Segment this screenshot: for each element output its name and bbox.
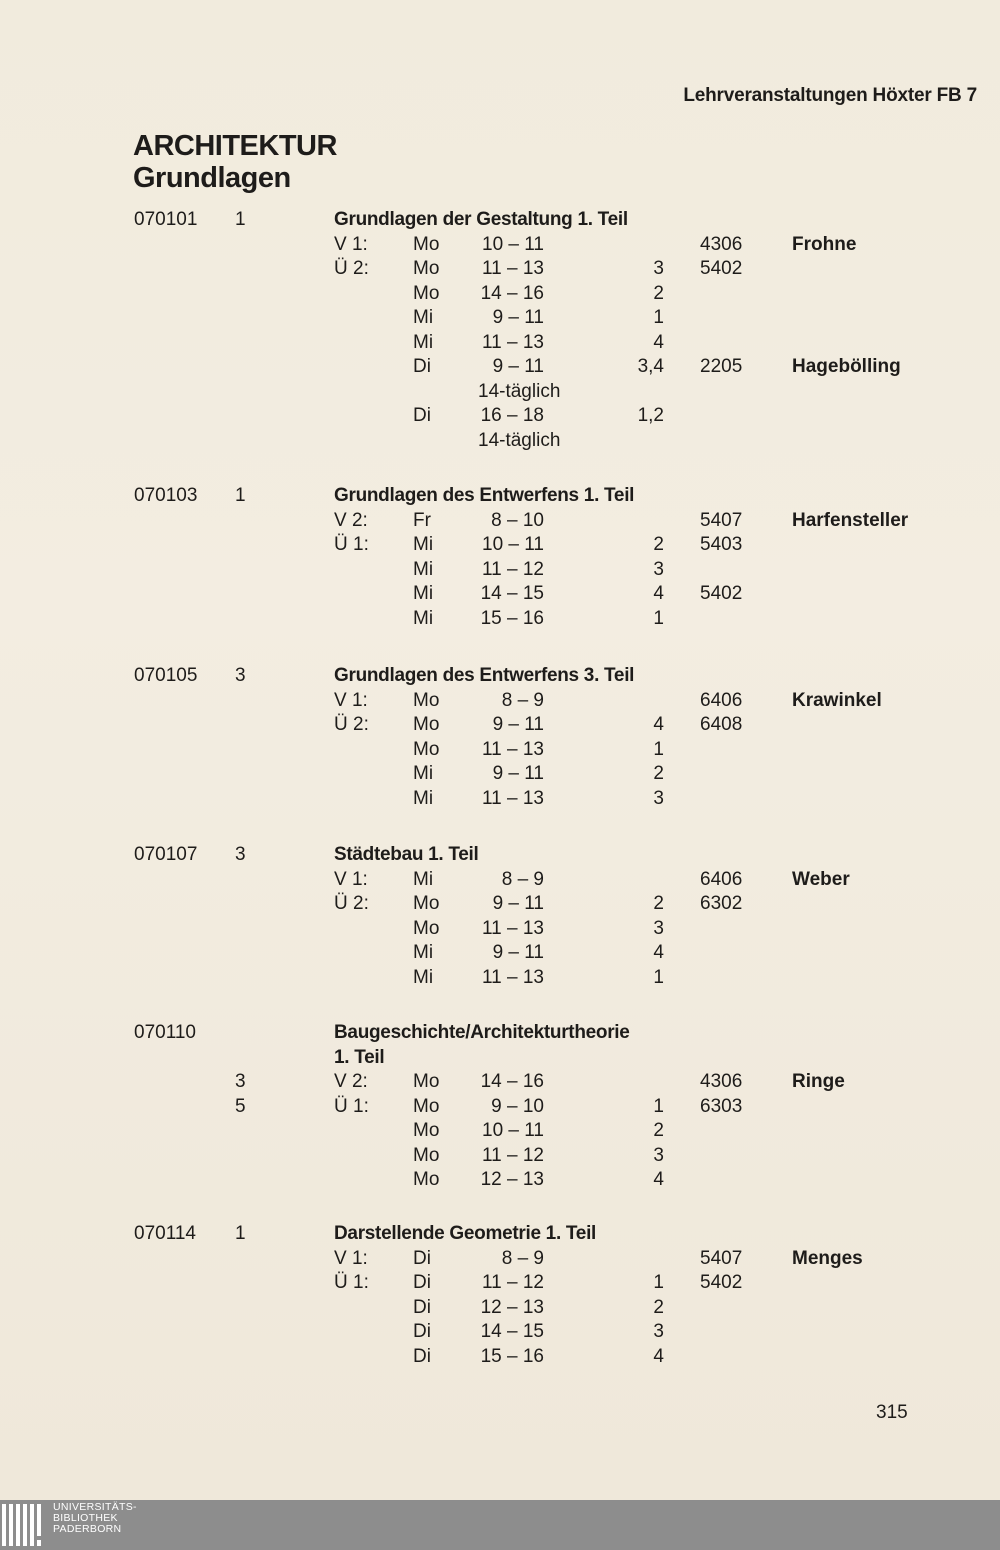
room-number: 6303 — [700, 1095, 743, 1117]
weekday: Mo — [413, 1144, 440, 1166]
weekday: Mi — [413, 331, 434, 353]
library-footer — [0, 1500, 1000, 1550]
time-range: 9 – 11 — [492, 356, 544, 377]
course-number: 070114 — [134, 1223, 196, 1244]
room-number: 4306 — [700, 233, 743, 255]
weekday: Mo — [413, 1169, 440, 1190]
course-semester: 1 — [235, 1223, 246, 1244]
weekday: Mo — [413, 1095, 440, 1117]
weekday: Mo — [413, 1071, 440, 1092]
time-range: 12 – 13 — [480, 1296, 544, 1318]
lecturer-name: Harfensteller — [792, 509, 909, 531]
weekday: Di — [413, 1272, 431, 1293]
group-number: 4 — [653, 1169, 664, 1190]
room-number: 2205 — [700, 356, 743, 377]
frequency-note: 14-täglich — [478, 429, 561, 451]
group-number: 1 — [653, 607, 664, 629]
time-range: 8 – 9 — [501, 868, 544, 890]
lecturer-name: Hagebölling — [792, 356, 901, 377]
time-range: 14 – 16 — [480, 1071, 544, 1092]
time-range: 15 – 16 — [480, 607, 544, 629]
group-number: 2 — [653, 534, 664, 555]
weekday: Di — [413, 1345, 431, 1367]
group-number: 3 — [653, 1321, 664, 1342]
title-line-1: ARCHITEKTUR — [133, 130, 337, 162]
group-number: 1 — [653, 966, 664, 988]
course-semester: 1 — [235, 485, 246, 506]
running-header: Lehrveranstaltungen Höxter FB 7 — [683, 85, 977, 106]
group-number: 3 — [653, 258, 664, 279]
group-number: 2 — [653, 282, 664, 304]
weekday: Di — [413, 1247, 431, 1269]
lecturer-name: Ringe — [792, 1071, 845, 1092]
group-number: 1 — [653, 307, 664, 328]
time-range: 11 – 13 — [482, 966, 544, 988]
session-type: V 1: — [334, 689, 368, 711]
room-number: 5402 — [700, 583, 743, 604]
time-range: 15 – 16 — [480, 1345, 544, 1367]
weekday: Mi — [413, 607, 434, 629]
room-number: 5402 — [700, 258, 743, 279]
page-title — [133, 130, 337, 194]
time-range: 8 – 10 — [491, 509, 544, 531]
weekday: Di — [413, 405, 431, 426]
course-semester: 3 — [235, 665, 246, 686]
room-number: 5402 — [700, 1272, 743, 1293]
time-range: 11 – 13 — [482, 917, 544, 939]
lecturer-name: Menges — [792, 1247, 863, 1269]
room-number: 5407 — [700, 509, 743, 531]
time-range: 14 – 15 — [480, 1321, 544, 1342]
group-number: 2 — [653, 1120, 664, 1141]
group-number: 1 — [653, 738, 664, 760]
time-range: 10 – 11 — [482, 534, 544, 555]
group-number: 1,2 — [637, 405, 664, 426]
group-number: 3 — [653, 558, 664, 580]
time-range: 11 – 13 — [482, 258, 544, 279]
weekday: Fr — [413, 509, 431, 531]
time-range: 16 – 18 — [480, 405, 544, 426]
group-number: 2 — [653, 1296, 664, 1318]
weekday: Mi — [413, 558, 434, 580]
session-type: V 1: — [334, 1247, 368, 1269]
time-range: 11 – 13 — [482, 738, 544, 760]
weekday: Mi — [413, 307, 434, 328]
library-line-2: BIBLIOTHEK — [53, 1512, 118, 1524]
group-number: 3 — [653, 1144, 664, 1166]
session-type: Ü 2: — [334, 258, 369, 279]
group-number: 1 — [653, 1095, 664, 1117]
library-line-1: UNIVERSITÄTS- — [53, 1501, 137, 1513]
library-line-3: PADERBORN — [53, 1523, 122, 1535]
frequency-note: 14-täglich — [478, 380, 561, 402]
time-range: 14 – 15 — [480, 583, 544, 604]
weekday: Mo — [413, 282, 440, 304]
time-range: 9 – 11 — [492, 942, 544, 963]
weekday: Mi — [413, 787, 434, 809]
session-type: V 1: — [334, 233, 368, 255]
row-semester: 3 — [235, 1071, 246, 1092]
time-range: 14 – 16 — [480, 282, 544, 304]
lecturer-name: Krawinkel — [792, 689, 882, 711]
room-number: 6406 — [700, 868, 743, 890]
group-number: 4 — [653, 942, 664, 963]
session-type: Ü 1: — [334, 1095, 369, 1117]
course-number: 070101 — [134, 209, 198, 230]
room-number: 5407 — [700, 1247, 743, 1269]
group-number: 4 — [653, 1345, 664, 1367]
weekday: Mi — [413, 942, 434, 963]
weekday: Mo — [413, 917, 440, 939]
library-name — [53, 1502, 137, 1535]
weekday: Di — [413, 1321, 431, 1342]
weekday: Mo — [413, 258, 440, 279]
course-semester: 3 — [235, 844, 246, 865]
weekday: Mo — [413, 233, 440, 255]
weekday: Mo — [413, 714, 440, 735]
weekday: Mi — [413, 763, 434, 784]
time-range: 9 – 11 — [492, 893, 544, 914]
weekday: Mo — [413, 893, 440, 914]
time-range: 11 – 12 — [482, 558, 544, 580]
time-range: 10 – 11 — [482, 1120, 544, 1141]
session-type: Ü 1: — [334, 1272, 369, 1293]
group-number: 4 — [653, 583, 664, 604]
room-number: 6408 — [700, 714, 743, 735]
weekday: Mi — [413, 534, 434, 555]
course-title: Darstellende Geometrie 1. Teil — [334, 1223, 597, 1244]
weekday: Mi — [413, 966, 434, 988]
group-number: 2 — [653, 763, 664, 784]
group-number: 4 — [653, 331, 664, 353]
room-number: 5403 — [700, 534, 743, 555]
time-range: 11 – 12 — [482, 1144, 544, 1166]
weekday: Di — [413, 1296, 431, 1318]
course-number: 070103 — [134, 485, 198, 506]
page-number: 315 — [876, 1402, 908, 1423]
time-range: 11 – 13 — [482, 787, 544, 809]
time-range: 11 – 13 — [482, 331, 544, 353]
time-range: 11 – 12 — [482, 1272, 544, 1293]
row-semester: 5 — [235, 1095, 246, 1117]
lecturer-name: Frohne — [792, 233, 857, 255]
time-range: 9 – 10 — [491, 1095, 544, 1117]
weekday: Mi — [413, 583, 434, 604]
group-number: 4 — [653, 714, 664, 735]
weekday: Mo — [413, 689, 440, 711]
title-line-2: Grundlagen — [133, 162, 291, 194]
weekday: Di — [413, 356, 431, 377]
time-range: 8 – 9 — [501, 689, 544, 711]
course-title: Grundlagen des Entwerfens 3. Teil — [334, 665, 635, 686]
session-type: Ü 2: — [334, 893, 369, 914]
room-number: 4306 — [700, 1071, 743, 1092]
room-number: 6302 — [700, 893, 743, 914]
group-number: 2 — [653, 893, 664, 914]
course-title: Grundlagen des Entwerfens 1. Teil — [334, 485, 635, 506]
group-number: 3 — [653, 787, 664, 809]
time-range: 9 – 11 — [492, 714, 544, 735]
group-number: 3 — [653, 917, 664, 939]
time-range: 9 – 11 — [492, 307, 544, 328]
session-type: V 2: — [334, 1071, 368, 1092]
time-range: 8 – 9 — [501, 1247, 544, 1269]
course-title: Grundlagen der Gestaltung 1. Teil — [334, 209, 628, 230]
course-number: 070110 — [134, 1022, 196, 1043]
time-range: 9 – 11 — [492, 763, 544, 784]
session-type: V 2: — [334, 509, 368, 531]
lecturer-name: Weber — [792, 868, 850, 890]
time-range: 10 – 11 — [482, 233, 544, 255]
weekday: Mo — [413, 1120, 440, 1141]
session-type: V 1: — [334, 868, 368, 890]
library-logo-icon — [0, 1500, 50, 1550]
course-title: 1. Teil — [334, 1046, 385, 1068]
course-semester: 1 — [235, 209, 246, 230]
weekday: Mi — [413, 868, 434, 890]
course-number: 070105 — [134, 665, 198, 686]
group-number: 1 — [653, 1272, 664, 1293]
course-title: Städtebau 1. Teil — [334, 844, 479, 865]
session-type: Ü 2: — [334, 714, 369, 735]
weekday: Mo — [413, 738, 440, 760]
session-type: Ü 1: — [334, 534, 369, 555]
time-range: 12 – 13 — [480, 1169, 544, 1190]
group-number: 3,4 — [637, 356, 664, 377]
course-number: 070107 — [134, 844, 198, 865]
course-title: Baugeschichte/Architekturtheorie — [334, 1022, 630, 1043]
room-number: 6406 — [700, 689, 743, 711]
